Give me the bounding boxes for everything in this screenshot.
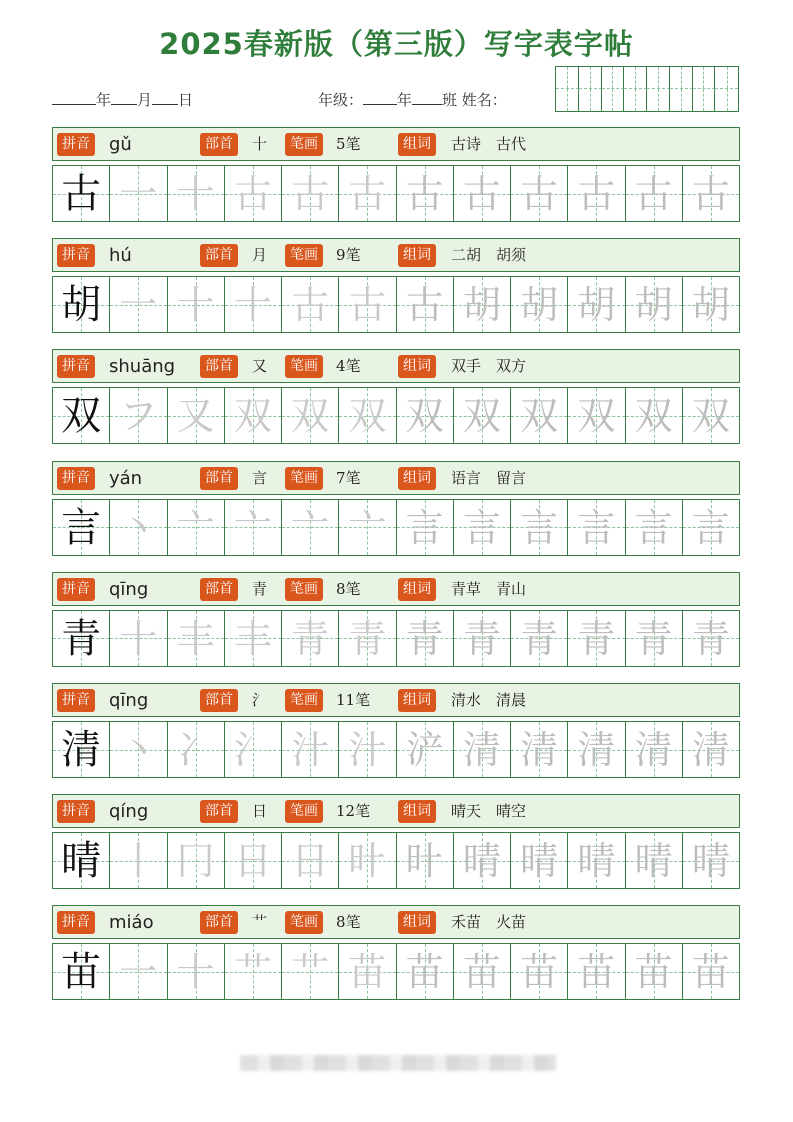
trace-cell[interactable] xyxy=(511,166,568,221)
trace-character: 晴 xyxy=(520,839,559,884)
strokes-tag: 笔画 xyxy=(285,911,323,934)
strokes-tag: 笔画 xyxy=(285,800,323,823)
trace-character: 丰 xyxy=(176,616,215,661)
trace-cell[interactable] xyxy=(397,500,454,555)
trace-cell[interactable] xyxy=(282,944,339,999)
trace-character: 双 xyxy=(634,394,673,439)
trace-cell[interactable] xyxy=(397,944,454,999)
trace-cell[interactable] xyxy=(568,500,625,555)
strokes-value: 5笔 xyxy=(336,135,361,153)
character-info-bar xyxy=(52,461,740,495)
trace-character: 清 xyxy=(577,728,616,772)
trace-character: 言 xyxy=(405,505,444,550)
pinyin-value: yán xyxy=(109,467,143,489)
writing-grid-row xyxy=(52,276,740,333)
trace-character: 苗 xyxy=(348,950,387,995)
trace-cell[interactable] xyxy=(568,722,625,777)
trace-cell[interactable] xyxy=(225,833,282,888)
trace-character: 古 xyxy=(291,172,330,216)
trace-cell[interactable] xyxy=(568,277,625,332)
trace-cell[interactable] xyxy=(397,722,454,777)
trace-cell[interactable] xyxy=(683,722,739,777)
pinyin-tag: 拼音 xyxy=(57,133,95,156)
trace-character: 青 xyxy=(691,616,730,661)
trace-cell[interactable] xyxy=(225,722,282,777)
trace-cell[interactable] xyxy=(110,500,167,555)
strokes-tag: 笔画 xyxy=(285,689,323,712)
strokes-tag: 笔画 xyxy=(285,133,323,156)
trace-character: 双 xyxy=(291,394,330,439)
trace-character: 十 xyxy=(233,283,272,328)
trace-character: 晴 xyxy=(577,839,616,884)
trace-character: 十 xyxy=(176,950,215,995)
character-info-bar xyxy=(52,127,740,161)
trace-cell[interactable] xyxy=(110,611,167,666)
grade-year-label: 年 xyxy=(397,91,413,109)
trace-cell[interactable] xyxy=(339,166,396,221)
pinyin-tag: 拼音 xyxy=(57,689,95,712)
model-character: 晴 xyxy=(61,838,102,885)
trace-cell[interactable] xyxy=(397,611,454,666)
trace-character: 晴 xyxy=(462,839,501,884)
trace-character: 古 xyxy=(233,172,272,216)
radical-value: 又 xyxy=(252,357,268,376)
trace-cell[interactable] xyxy=(626,277,683,332)
pinyin-tag: 拼音 xyxy=(57,800,95,823)
trace-character: 古 xyxy=(634,172,673,216)
trace-character: 一 xyxy=(119,950,158,995)
trace-character: 胡 xyxy=(520,283,559,328)
trace-character: 十 xyxy=(176,172,215,216)
trace-character: 青 xyxy=(577,616,616,661)
trace-cell[interactable] xyxy=(339,388,396,443)
trace-cell[interactable] xyxy=(282,611,339,666)
trace-cell[interactable] xyxy=(225,277,282,332)
character-block xyxy=(52,572,740,667)
trace-cell[interactable] xyxy=(626,944,683,999)
trace-character: 晴 xyxy=(691,839,730,884)
trace-cell[interactable] xyxy=(339,944,396,999)
radical-tag: 部首 xyxy=(200,133,238,156)
trace-character: 日 xyxy=(233,839,272,884)
trace-character: 十 xyxy=(119,616,158,661)
class-blank[interactable] xyxy=(412,90,442,105)
radical-value: 艹 xyxy=(252,913,268,932)
strokes-value: 11笔 xyxy=(336,691,371,709)
model-character-cell xyxy=(53,166,110,221)
trace-cell[interactable] xyxy=(454,833,511,888)
radical-tag: 部首 xyxy=(200,578,238,601)
trace-character: 双 xyxy=(348,394,387,439)
trace-cell[interactable] xyxy=(168,388,225,443)
trace-cell[interactable] xyxy=(282,500,339,555)
character-info-bar xyxy=(52,349,740,383)
date-line xyxy=(52,89,193,110)
words-tag: 组词 xyxy=(398,355,436,378)
trace-cell[interactable] xyxy=(511,277,568,332)
character-block xyxy=(52,127,740,222)
trace-character: 苗 xyxy=(691,950,730,995)
trace-cell[interactable] xyxy=(110,722,167,777)
character-info-bar xyxy=(52,238,740,272)
trace-character: フ xyxy=(119,394,158,439)
trace-cell[interactable] xyxy=(339,722,396,777)
trace-character: 冂 xyxy=(176,839,215,884)
trace-character: 艹 xyxy=(291,950,330,995)
trace-cell[interactable] xyxy=(168,611,225,666)
trace-character: 十 xyxy=(176,283,215,328)
trace-character: 青 xyxy=(348,616,387,661)
trace-character: 青 xyxy=(405,616,444,661)
strokes-tag: 笔画 xyxy=(285,578,323,601)
trace-cell[interactable] xyxy=(454,166,511,221)
strokes-value: 4笔 xyxy=(336,357,361,376)
words-value: 晴天 晴空 xyxy=(451,802,527,821)
trace-character: 苗 xyxy=(462,950,501,995)
trace-cell[interactable] xyxy=(110,388,167,443)
student-line xyxy=(318,89,507,110)
trace-cell[interactable] xyxy=(511,388,568,443)
trace-character: 言 xyxy=(634,505,673,550)
trace-character: 青 xyxy=(291,616,330,661)
words-value: 清水 清晨 xyxy=(451,691,527,709)
model-character-cell xyxy=(53,944,110,999)
character-block xyxy=(52,683,740,778)
trace-character: 汁 xyxy=(291,728,330,772)
trace-character: 言 xyxy=(520,505,559,550)
trace-character: 胡 xyxy=(691,283,730,328)
trace-character: 亠 xyxy=(233,505,272,550)
trace-cell[interactable] xyxy=(110,944,167,999)
trace-cell[interactable] xyxy=(168,166,225,221)
trace-cell[interactable] xyxy=(454,388,511,443)
model-character-cell xyxy=(53,722,110,777)
radical-value: 月 xyxy=(252,246,268,265)
trace-cell[interactable] xyxy=(168,277,225,332)
trace-cell[interactable] xyxy=(626,388,683,443)
pinyin-tag: 拼音 xyxy=(57,467,95,490)
trace-character: 双 xyxy=(691,394,730,439)
radical-value: 氵 xyxy=(252,691,268,709)
trace-cell[interactable] xyxy=(225,500,282,555)
trace-cell[interactable] xyxy=(568,388,625,443)
character-info-bar xyxy=(52,572,740,606)
radical-tag: 部首 xyxy=(200,689,238,712)
trace-character: 一 xyxy=(119,283,158,328)
trace-cell[interactable] xyxy=(339,833,396,888)
strokes-value: 12笔 xyxy=(336,802,371,821)
trace-character: 浐 xyxy=(405,728,444,772)
trace-cell[interactable] xyxy=(225,388,282,443)
trace-character: 亠 xyxy=(176,505,215,550)
pinyin-value: qīng xyxy=(109,578,149,600)
character-block xyxy=(52,349,740,444)
trace-character: 言 xyxy=(691,505,730,550)
trace-character: 氵 xyxy=(233,728,272,772)
radical-value: 青 xyxy=(252,579,268,598)
trace-cell[interactable] xyxy=(225,611,282,666)
trace-character: 清 xyxy=(462,728,501,772)
words-value: 禾苗 火苗 xyxy=(451,913,527,932)
trace-character: 胡 xyxy=(577,283,616,328)
model-character: 古 xyxy=(61,171,102,217)
trace-character: 古 xyxy=(405,283,444,328)
model-character: 苗 xyxy=(61,949,102,996)
trace-cell[interactable] xyxy=(454,944,511,999)
trace-cell[interactable] xyxy=(397,388,454,443)
radical-value: 十 xyxy=(252,135,268,153)
grade-label: 年级： xyxy=(318,91,364,109)
trace-character: 古 xyxy=(462,172,501,216)
trace-cell[interactable] xyxy=(568,944,625,999)
words-value: 青草 青山 xyxy=(451,579,527,598)
trace-character: 古 xyxy=(348,172,387,216)
trace-character: 丰 xyxy=(233,616,272,661)
model-character-cell xyxy=(53,500,110,555)
trace-cell[interactable] xyxy=(339,277,396,332)
writing-grid-row xyxy=(52,721,740,778)
trace-character: 清 xyxy=(634,728,673,772)
writing-grid-row xyxy=(52,832,740,889)
blurred-footer xyxy=(240,1055,556,1071)
trace-cell[interactable] xyxy=(626,166,683,221)
trace-character: 一 xyxy=(119,172,158,216)
trace-cell[interactable] xyxy=(282,722,339,777)
pinyin-value: qíng xyxy=(109,801,149,823)
character-block xyxy=(52,461,740,556)
trace-cell[interactable] xyxy=(511,611,568,666)
pinyin-value: qīng xyxy=(109,690,149,711)
trace-cell[interactable] xyxy=(282,833,339,888)
trace-cell[interactable] xyxy=(626,833,683,888)
trace-cell[interactable] xyxy=(568,833,625,888)
trace-character: 晴 xyxy=(634,839,673,884)
model-character-cell xyxy=(53,388,110,443)
trace-cell[interactable] xyxy=(282,388,339,443)
words-tag: 组词 xyxy=(398,244,436,267)
pinyin-value: gǔ xyxy=(109,134,132,155)
trace-character: 双 xyxy=(233,394,272,439)
trace-cell[interactable] xyxy=(168,944,225,999)
trace-character: 言 xyxy=(462,505,501,550)
words-value: 二胡 胡须 xyxy=(451,246,527,265)
strokes-value: 7笔 xyxy=(336,468,361,487)
words-tag: 组词 xyxy=(398,578,436,601)
name-writing-grid[interactable] xyxy=(555,66,739,112)
words-tag: 组词 xyxy=(398,800,436,823)
trace-character: 苗 xyxy=(634,950,673,995)
pinyin-tag: 拼音 xyxy=(57,244,95,267)
year-label: 年 xyxy=(96,91,112,109)
trace-cell[interactable] xyxy=(110,277,167,332)
trace-character: 丨 xyxy=(119,839,158,884)
trace-cell[interactable] xyxy=(626,611,683,666)
page-title: 2025春新版（第三版）写字表字帖 xyxy=(159,27,634,61)
trace-cell[interactable] xyxy=(168,833,225,888)
trace-cell[interactable] xyxy=(339,611,396,666)
trace-character: 清 xyxy=(520,728,559,772)
words-value: 古诗 古代 xyxy=(451,135,527,153)
words-tag: 组词 xyxy=(398,911,436,934)
trace-character: 言 xyxy=(577,505,616,550)
character-block xyxy=(52,794,740,889)
radical-value: 日 xyxy=(252,802,268,821)
model-character-cell xyxy=(53,611,110,666)
grade-blank[interactable] xyxy=(363,90,397,105)
trace-cell[interactable] xyxy=(626,722,683,777)
trace-character: 双 xyxy=(520,394,559,439)
trace-cell[interactable] xyxy=(511,944,568,999)
trace-character: 青 xyxy=(520,616,559,661)
trace-cell[interactable] xyxy=(110,166,167,221)
character-info-bar xyxy=(52,794,740,828)
radical-tag: 部首 xyxy=(200,244,238,267)
words-tag: 组词 xyxy=(398,689,436,712)
model-character: 清 xyxy=(61,727,102,773)
trace-character: 双 xyxy=(462,394,501,439)
words-value: 双手 双方 xyxy=(451,357,527,376)
month-blank[interactable] xyxy=(111,90,137,105)
trace-character: 丶 xyxy=(119,728,158,772)
trace-cell[interactable] xyxy=(168,500,225,555)
model-character-cell xyxy=(53,277,110,332)
trace-cell[interactable] xyxy=(511,722,568,777)
trace-cell[interactable] xyxy=(339,500,396,555)
strokes-value: 8笔 xyxy=(336,913,361,932)
radical-value: 言 xyxy=(252,468,268,487)
trace-character: 亠 xyxy=(348,505,387,550)
pinyin-tag: 拼音 xyxy=(57,355,95,378)
model-character: 青 xyxy=(61,615,102,662)
trace-cell[interactable] xyxy=(454,722,511,777)
trace-character: 青 xyxy=(634,616,673,661)
trace-cell[interactable] xyxy=(683,166,739,221)
trace-character: 胡 xyxy=(634,283,673,328)
trace-cell[interactable] xyxy=(568,166,625,221)
character-block xyxy=(52,905,740,1000)
strokes-tag: 笔画 xyxy=(285,355,323,378)
trace-character: 双 xyxy=(577,394,616,439)
strokes-value: 8笔 xyxy=(336,579,361,598)
radical-tag: 部首 xyxy=(200,800,238,823)
model-character: 胡 xyxy=(61,282,102,329)
trace-character: 古 xyxy=(577,172,616,216)
trace-character: 古 xyxy=(348,283,387,328)
trace-cell[interactable] xyxy=(110,833,167,888)
trace-cell[interactable] xyxy=(683,833,739,888)
trace-cell[interactable] xyxy=(225,166,282,221)
trace-cell[interactable] xyxy=(168,722,225,777)
trace-cell[interactable] xyxy=(683,611,739,666)
trace-cell[interactable] xyxy=(683,277,739,332)
trace-character: 又 xyxy=(176,394,215,439)
writing-grid-row xyxy=(52,165,740,222)
class-name-label: 班 姓名： xyxy=(442,91,507,109)
trace-character: 清 xyxy=(691,728,730,772)
trace-character: 日 xyxy=(291,839,330,884)
trace-character: 亠 xyxy=(291,505,330,550)
trace-character: 胡 xyxy=(462,283,501,328)
trace-cell[interactable] xyxy=(397,277,454,332)
words-value: 语言 留言 xyxy=(451,468,527,487)
strokes-tag: 笔画 xyxy=(285,467,323,490)
day-label: 日 xyxy=(178,91,194,109)
trace-cell[interactable] xyxy=(225,944,282,999)
trace-cell[interactable] xyxy=(511,833,568,888)
month-label: 月 xyxy=(137,91,153,109)
trace-character: 双 xyxy=(405,394,444,439)
model-character: 双 xyxy=(61,393,102,440)
trace-cell[interactable] xyxy=(397,833,454,888)
trace-cell[interactable] xyxy=(454,277,511,332)
words-tag: 组词 xyxy=(398,133,436,156)
trace-character: 汁 xyxy=(348,728,387,772)
trace-character: 古 xyxy=(405,172,444,216)
words-tag: 组词 xyxy=(398,467,436,490)
character-block xyxy=(52,238,740,333)
trace-character: 艹 xyxy=(233,950,272,995)
trace-character: 丶 xyxy=(119,505,158,550)
trace-character: 苗 xyxy=(577,950,616,995)
writing-grid-row xyxy=(52,387,740,444)
character-info-bar xyxy=(52,683,740,717)
radical-tag: 部首 xyxy=(200,355,238,378)
trace-character: 古 xyxy=(520,172,559,216)
pinyin-value: miáo xyxy=(109,912,154,934)
radical-tag: 部首 xyxy=(200,911,238,934)
strokes-tag: 笔画 xyxy=(285,244,323,267)
trace-cell[interactable] xyxy=(282,166,339,221)
trace-cell[interactable] xyxy=(511,500,568,555)
strokes-value: 9笔 xyxy=(336,246,361,265)
trace-character: 青 xyxy=(462,616,501,661)
trace-character: 苗 xyxy=(405,950,444,995)
pinyin-tag: 拼音 xyxy=(57,578,95,601)
year-blank[interactable] xyxy=(52,90,96,105)
writing-grid-row xyxy=(52,499,740,556)
model-character-cell xyxy=(53,833,110,888)
trace-cell[interactable] xyxy=(683,944,739,999)
writing-grid-row xyxy=(52,610,740,667)
trace-cell[interactable] xyxy=(568,611,625,666)
trace-cell[interactable] xyxy=(626,500,683,555)
model-character: 言 xyxy=(61,504,102,551)
day-blank[interactable] xyxy=(152,90,178,105)
trace-character: 苗 xyxy=(520,950,559,995)
pinyin-value: shuāng xyxy=(109,356,176,378)
pinyin-value: hú xyxy=(109,245,132,267)
trace-character: 古 xyxy=(691,172,730,216)
trace-cell[interactable] xyxy=(282,277,339,332)
trace-character: 旪 xyxy=(348,839,387,884)
trace-cell[interactable] xyxy=(683,500,739,555)
trace-cell[interactable] xyxy=(454,500,511,555)
trace-character: 古 xyxy=(291,283,330,328)
pinyin-tag: 拼音 xyxy=(57,911,95,934)
trace-cell[interactable] xyxy=(683,388,739,443)
character-info-bar xyxy=(52,905,740,939)
radical-tag: 部首 xyxy=(200,467,238,490)
trace-character: 旪 xyxy=(405,839,444,884)
trace-cell[interactable] xyxy=(454,611,511,666)
trace-character: 冫 xyxy=(176,728,215,772)
trace-cell[interactable] xyxy=(397,166,454,221)
writing-grid-row xyxy=(52,943,740,1000)
